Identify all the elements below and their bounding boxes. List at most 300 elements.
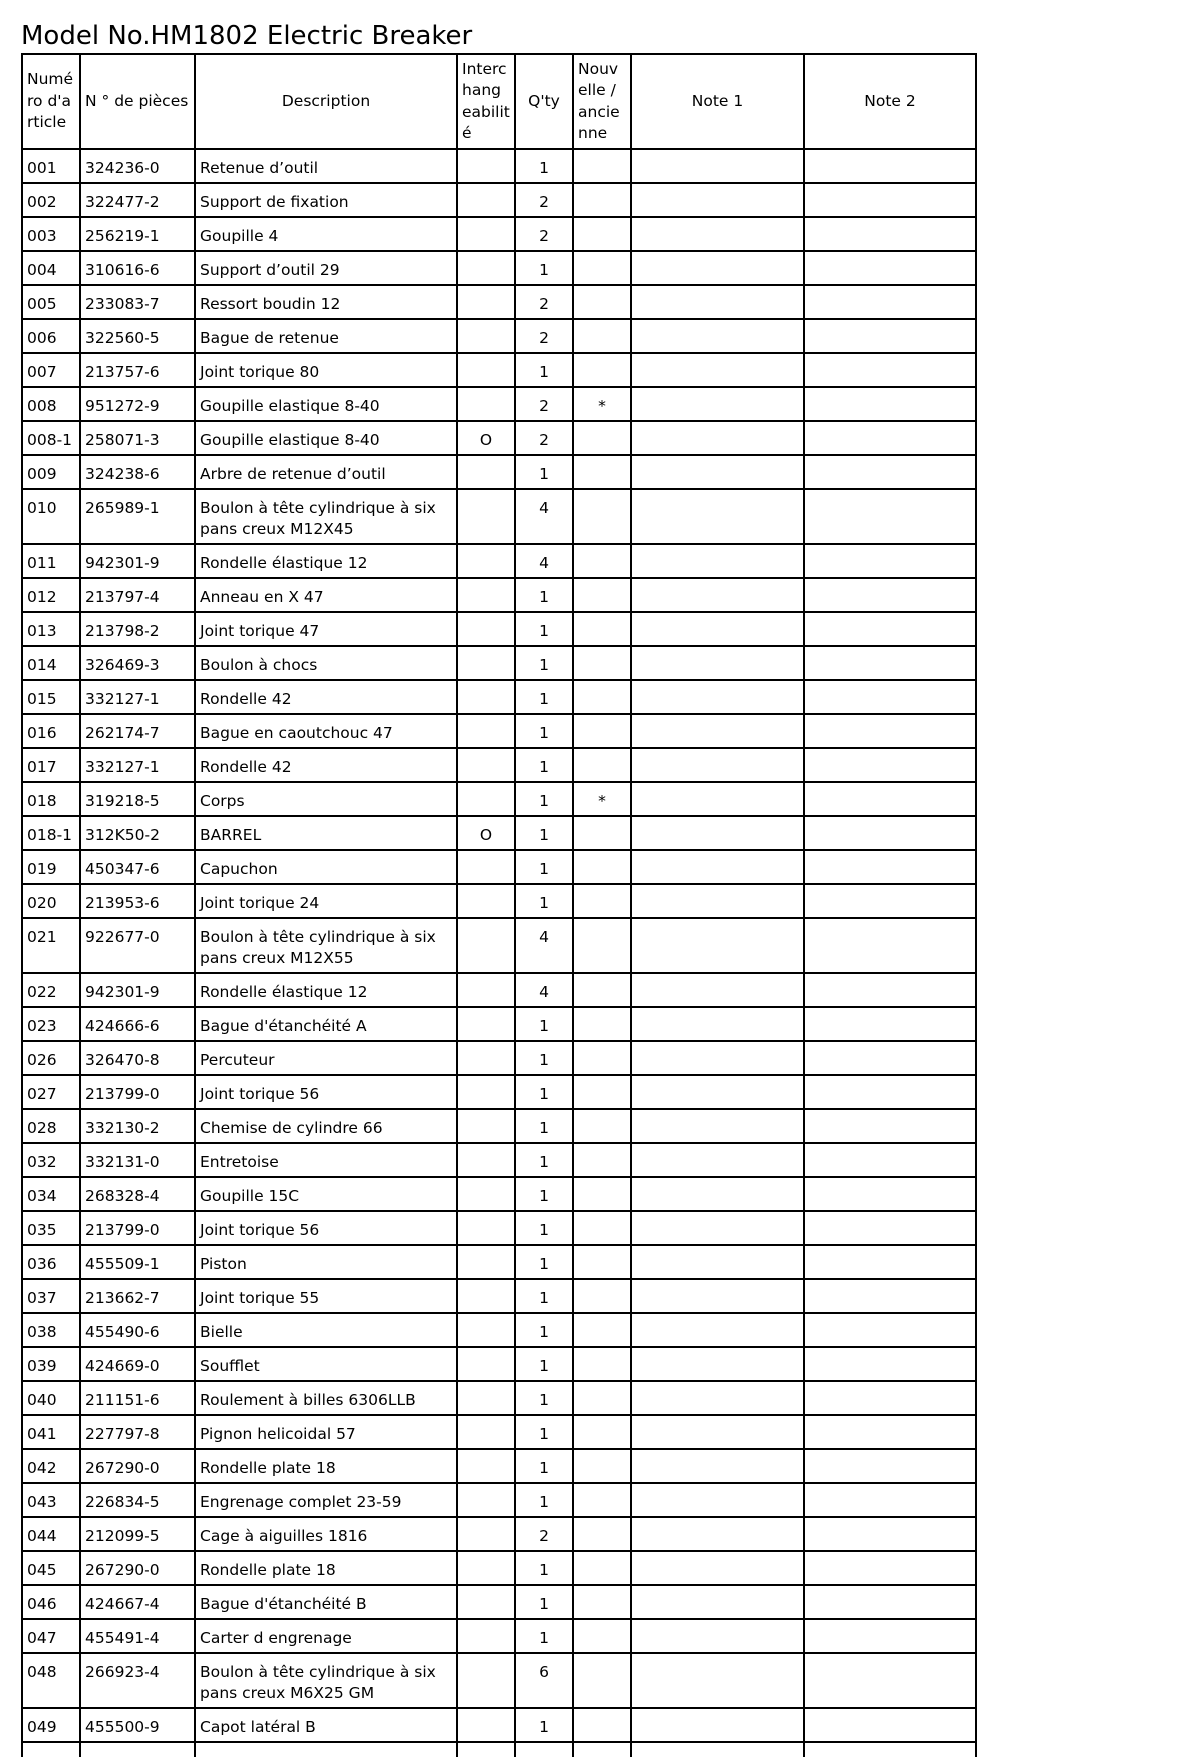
cell-note-1 (631, 1279, 804, 1313)
cell-part-number: 213799-0 (80, 1075, 195, 1109)
cell-item-number: 010 (22, 489, 80, 544)
cell-note-2 (804, 748, 976, 782)
cell-new-old (573, 973, 631, 1007)
cell-note-1 (631, 748, 804, 782)
cell-item-number: 020 (22, 884, 80, 918)
cell-description: Corps (195, 782, 457, 816)
cell-part-number: 332127-1 (80, 680, 195, 714)
cell-note-1 (631, 1483, 804, 1517)
cell-interchangeability (457, 1551, 515, 1585)
table-row (22, 1708, 976, 1742)
cell-item-number: 047 (22, 1619, 80, 1653)
cell-description: Cage à aiguilles 1816 (195, 1517, 457, 1551)
header-new-old: Nouv elle / ancie nne (573, 54, 631, 149)
header-note-2: Note 2 (804, 54, 976, 149)
cell-new-old (573, 748, 631, 782)
cell-item-number: 032 (22, 1143, 80, 1177)
cell-quantity: 1 (515, 714, 573, 748)
cell-note-1 (631, 1449, 804, 1483)
cell-note-1 (631, 973, 804, 1007)
cell-interchangeability (457, 1449, 515, 1483)
cell-note-1 (631, 489, 804, 544)
cell-note-1 (631, 884, 804, 918)
cell-part-number: 256219-1 (80, 217, 195, 251)
cell-item-number: 041 (22, 1415, 80, 1449)
cell-note-1 (631, 183, 804, 217)
cell-interchangeability (457, 1517, 515, 1551)
cell-quantity: 1 (515, 1211, 573, 1245)
cell-new-old (573, 1245, 631, 1279)
cell-item-number: 043 (22, 1483, 80, 1517)
empty-cell (22, 1742, 80, 1757)
cell-item-number: 006 (22, 319, 80, 353)
table-row (22, 578, 976, 612)
cell-part-number: 213757-6 (80, 353, 195, 387)
cell-part-number: 262174-7 (80, 714, 195, 748)
cell-note-1 (631, 1347, 804, 1381)
cell-new-old (573, 884, 631, 918)
cell-new-old (573, 1551, 631, 1585)
cell-interchangeability (457, 1313, 515, 1347)
cell-item-number: 012 (22, 578, 80, 612)
cell-item-number: 019 (22, 850, 80, 884)
cell-description: Boulon à tête cylindrique à six pans creux M6X25 GM (195, 1653, 457, 1708)
cell-item-number: 001 (22, 149, 80, 183)
cell-note-1 (631, 217, 804, 251)
cell-quantity: 1 (515, 1585, 573, 1619)
cell-item-number: 022 (22, 973, 80, 1007)
table-row (22, 748, 976, 782)
cell-note-1 (631, 1041, 804, 1075)
cell-note-2 (804, 1415, 976, 1449)
cell-new-old (573, 455, 631, 489)
cell-new-old (573, 1619, 631, 1653)
cell-interchangeability (457, 489, 515, 544)
cell-interchangeability (457, 714, 515, 748)
cell-interchangeability (457, 251, 515, 285)
table-row (22, 251, 976, 285)
header-item-number: Numé ro d'a rticle (22, 54, 80, 149)
cell-new-old (573, 1381, 631, 1415)
cell-note-2 (804, 578, 976, 612)
cell-new-old (573, 1041, 631, 1075)
table-row (22, 850, 976, 884)
cell-item-number: 016 (22, 714, 80, 748)
cell-description: Boulon à tête cylindrique à six pans creux M12X45 (195, 489, 457, 544)
cell-item-number: 028 (22, 1109, 80, 1143)
cell-quantity: 1 (515, 1007, 573, 1041)
cell-interchangeability (457, 748, 515, 782)
cell-new-old (573, 1279, 631, 1313)
table-row (22, 1347, 976, 1381)
cell-quantity: 1 (515, 884, 573, 918)
cell-quantity: 1 (515, 1041, 573, 1075)
cell-part-number: 922677-0 (80, 918, 195, 973)
table-row (22, 421, 976, 455)
cell-quantity: 1 (515, 782, 573, 816)
cell-quantity: 2 (515, 217, 573, 251)
cell-part-number: 213798-2 (80, 612, 195, 646)
cell-interchangeability (457, 1143, 515, 1177)
cell-note-1 (631, 1075, 804, 1109)
cell-note-2 (804, 217, 976, 251)
table-row (22, 612, 976, 646)
cell-new-old (573, 353, 631, 387)
table-row (22, 884, 976, 918)
cell-note-1 (631, 1245, 804, 1279)
header-note-1: Note 1 (631, 54, 804, 149)
cell-new-old: * (573, 782, 631, 816)
cell-new-old (573, 183, 631, 217)
cell-note-1 (631, 1585, 804, 1619)
cell-quantity: 4 (515, 489, 573, 544)
cell-new-old (573, 1483, 631, 1517)
cell-description: Capot latéral B (195, 1708, 457, 1742)
cell-part-number: 213797-4 (80, 578, 195, 612)
table-row (22, 714, 976, 748)
cell-new-old (573, 421, 631, 455)
cell-description: Joint torique 47 (195, 612, 457, 646)
cell-part-number: 310616-6 (80, 251, 195, 285)
cell-quantity: 4 (515, 918, 573, 973)
cell-part-number: 213662-7 (80, 1279, 195, 1313)
cell-interchangeability (457, 1619, 515, 1653)
cell-item-number: 036 (22, 1245, 80, 1279)
cell-note-1 (631, 1415, 804, 1449)
cell-new-old (573, 319, 631, 353)
table-row (22, 1245, 976, 1279)
cell-part-number: 424669-0 (80, 1347, 195, 1381)
table-row (22, 285, 976, 319)
table-row (22, 319, 976, 353)
cell-part-number: 455509-1 (80, 1245, 195, 1279)
cell-interchangeability (457, 680, 515, 714)
cell-quantity: 1 (515, 1381, 573, 1415)
cell-quantity: 2 (515, 1517, 573, 1551)
cell-interchangeability (457, 319, 515, 353)
cell-new-old (573, 1075, 631, 1109)
cell-description: Bague d'étanchéité A (195, 1007, 457, 1041)
cell-description: Rondelle élastique 12 (195, 973, 457, 1007)
cell-item-number: 017 (22, 748, 80, 782)
table-row (22, 149, 976, 183)
cell-description: Boulon à tête cylindrique à six pans creux M12X55 (195, 918, 457, 973)
cell-interchangeability (457, 217, 515, 251)
cell-note-2 (804, 714, 976, 748)
cell-description: Chemise de cylindre 66 (195, 1109, 457, 1143)
cell-note-1 (631, 387, 804, 421)
cell-new-old (573, 1449, 631, 1483)
cell-interchangeability: O (457, 421, 515, 455)
cell-interchangeability (457, 1007, 515, 1041)
cell-quantity: 1 (515, 1177, 573, 1211)
cell-note-2 (804, 1245, 976, 1279)
cell-description: Soufflet (195, 1347, 457, 1381)
cell-interchangeability (457, 455, 515, 489)
cell-quantity: 2 (515, 319, 573, 353)
cell-description: Entretoise (195, 1143, 457, 1177)
cell-part-number: 455500-9 (80, 1708, 195, 1742)
cell-quantity: 1 (515, 455, 573, 489)
cell-interchangeability (457, 1279, 515, 1313)
cell-note-1 (631, 680, 804, 714)
cell-part-number: 227797-8 (80, 1415, 195, 1449)
cell-new-old (573, 1177, 631, 1211)
cell-item-number: 021 (22, 918, 80, 973)
table-row (22, 1551, 976, 1585)
cell-part-number: 424666-6 (80, 1007, 195, 1041)
cell-new-old (573, 544, 631, 578)
cell-part-number: 212099-5 (80, 1517, 195, 1551)
cell-interchangeability (457, 782, 515, 816)
cell-note-1 (631, 455, 804, 489)
cell-part-number: 455490-6 (80, 1313, 195, 1347)
table-row-partial (22, 1742, 976, 1757)
cell-interchangeability (457, 1245, 515, 1279)
cell-item-number: 034 (22, 1177, 80, 1211)
cell-note-1 (631, 782, 804, 816)
cell-new-old (573, 285, 631, 319)
cell-quantity: 1 (515, 1143, 573, 1177)
cell-new-old (573, 251, 631, 285)
cell-description: BARREL (195, 816, 457, 850)
empty-cell (80, 1742, 195, 1757)
cell-quantity: 2 (515, 183, 573, 217)
cell-quantity: 2 (515, 421, 573, 455)
cell-quantity: 1 (515, 1708, 573, 1742)
cell-item-number: 044 (22, 1517, 80, 1551)
table-row (22, 1075, 976, 1109)
cell-note-2 (804, 149, 976, 183)
cell-interchangeability (457, 612, 515, 646)
table-row (22, 1007, 976, 1041)
table-row (22, 455, 976, 489)
cell-interchangeability (457, 1708, 515, 1742)
cell-note-2 (804, 1708, 976, 1742)
table-row (22, 217, 976, 251)
cell-note-1 (631, 149, 804, 183)
cell-interchangeability (457, 1075, 515, 1109)
cell-note-2 (804, 1517, 976, 1551)
cell-interchangeability (457, 884, 515, 918)
table-row (22, 1313, 976, 1347)
cell-interchangeability (457, 183, 515, 217)
cell-new-old (573, 578, 631, 612)
cell-interchangeability (457, 387, 515, 421)
cell-item-number: 038 (22, 1313, 80, 1347)
cell-interchangeability (457, 1585, 515, 1619)
cell-new-old (573, 1007, 631, 1041)
cell-note-2 (804, 421, 976, 455)
cell-new-old (573, 1517, 631, 1551)
cell-interchangeability (457, 1347, 515, 1381)
cell-description: Carter d engrenage (195, 1619, 457, 1653)
cell-item-number: 018 (22, 782, 80, 816)
cell-note-1 (631, 319, 804, 353)
cell-note-1 (631, 1143, 804, 1177)
cell-quantity: 1 (515, 1279, 573, 1313)
cell-note-1 (631, 1708, 804, 1742)
table-row (22, 183, 976, 217)
cell-note-2 (804, 612, 976, 646)
table-header-row (22, 54, 976, 149)
cell-note-1 (631, 816, 804, 850)
cell-note-2 (804, 918, 976, 973)
cell-quantity: 4 (515, 544, 573, 578)
cell-note-2 (804, 1075, 976, 1109)
cell-part-number: 213799-0 (80, 1211, 195, 1245)
cell-note-1 (631, 1653, 804, 1708)
cell-note-1 (631, 646, 804, 680)
cell-part-number: 233083-7 (80, 285, 195, 319)
table-row (22, 353, 976, 387)
cell-item-number: 018-1 (22, 816, 80, 850)
cell-description: Rondelle plate 18 (195, 1551, 457, 1585)
cell-note-1 (631, 612, 804, 646)
cell-quantity: 1 (515, 748, 573, 782)
cell-part-number: 942301-9 (80, 973, 195, 1007)
cell-quantity: 4 (515, 973, 573, 1007)
header-interchangeability: Interc hang eabilit é (457, 54, 515, 149)
cell-interchangeability (457, 1109, 515, 1143)
cell-description: Joint torique 56 (195, 1075, 457, 1109)
cell-new-old (573, 1211, 631, 1245)
cell-interchangeability: O (457, 816, 515, 850)
cell-part-number: 326470-8 (80, 1041, 195, 1075)
cell-item-number: 008 (22, 387, 80, 421)
cell-description: Engrenage complet 23-59 (195, 1483, 457, 1517)
cell-quantity: 1 (515, 1313, 573, 1347)
cell-note-1 (631, 251, 804, 285)
cell-new-old (573, 149, 631, 183)
cell-part-number: 326469-3 (80, 646, 195, 680)
cell-new-old (573, 612, 631, 646)
cell-item-number: 014 (22, 646, 80, 680)
cell-item-number: 011 (22, 544, 80, 578)
cell-description: Ressort boudin 12 (195, 285, 457, 319)
cell-part-number: 951272-9 (80, 387, 195, 421)
cell-new-old (573, 816, 631, 850)
cell-item-number: 023 (22, 1007, 80, 1041)
cell-interchangeability (457, 1653, 515, 1708)
cell-interchangeability (457, 918, 515, 973)
cell-description: Retenue d’outil (195, 149, 457, 183)
cell-description: Goupille 15C (195, 1177, 457, 1211)
cell-description: Joint torique 24 (195, 884, 457, 918)
cell-quantity: 1 (515, 1619, 573, 1653)
cell-quantity: 6 (515, 1653, 573, 1708)
cell-item-number: 008-1 (22, 421, 80, 455)
table-row (22, 1449, 976, 1483)
cell-note-2 (804, 1143, 976, 1177)
cell-quantity: 1 (515, 1551, 573, 1585)
cell-part-number: 268328-4 (80, 1177, 195, 1211)
cell-part-number: 226834-5 (80, 1483, 195, 1517)
cell-note-2 (804, 251, 976, 285)
cell-item-number: 045 (22, 1551, 80, 1585)
cell-new-old (573, 1347, 631, 1381)
cell-new-old (573, 850, 631, 884)
table-row (22, 973, 976, 1007)
cell-description: Anneau en X 47 (195, 578, 457, 612)
cell-quantity: 1 (515, 646, 573, 680)
cell-new-old (573, 680, 631, 714)
table-row (22, 1653, 976, 1708)
cell-part-number: 322560-5 (80, 319, 195, 353)
cell-note-2 (804, 1279, 976, 1313)
cell-description: Pignon helicoidal 57 (195, 1415, 457, 1449)
table-row (22, 1041, 976, 1075)
cell-interchangeability (457, 646, 515, 680)
cell-note-1 (631, 285, 804, 319)
cell-description: Roulement à billes 6306LLB (195, 1381, 457, 1415)
cell-new-old (573, 1143, 631, 1177)
table-row (22, 816, 976, 850)
table-row (22, 1585, 976, 1619)
cell-new-old (573, 217, 631, 251)
cell-note-2 (804, 1177, 976, 1211)
cell-description: Rondelle élastique 12 (195, 544, 457, 578)
cell-interchangeability (457, 1483, 515, 1517)
cell-note-1 (631, 1313, 804, 1347)
cell-note-1 (631, 1211, 804, 1245)
cell-interchangeability (457, 285, 515, 319)
cell-item-number: 003 (22, 217, 80, 251)
cell-part-number: 332131-0 (80, 1143, 195, 1177)
cell-note-2 (804, 544, 976, 578)
cell-note-2 (804, 387, 976, 421)
cell-note-2 (804, 1211, 976, 1245)
cell-note-1 (631, 1007, 804, 1041)
cell-item-number: 037 (22, 1279, 80, 1313)
cell-description: Rondelle 42 (195, 748, 457, 782)
cell-part-number: 332127-1 (80, 748, 195, 782)
cell-quantity: 1 (515, 149, 573, 183)
cell-quantity: 1 (515, 1109, 573, 1143)
table-row (22, 387, 976, 421)
cell-note-1 (631, 1381, 804, 1415)
cell-quantity: 1 (515, 1449, 573, 1483)
cell-new-old (573, 1415, 631, 1449)
cell-note-2 (804, 1381, 976, 1415)
cell-quantity: 1 (515, 1347, 573, 1381)
cell-interchangeability (457, 1177, 515, 1211)
cell-quantity: 1 (515, 1483, 573, 1517)
cell-description: Joint torique 55 (195, 1279, 457, 1313)
cell-note-1 (631, 714, 804, 748)
cell-item-number: 039 (22, 1347, 80, 1381)
cell-interchangeability (457, 1415, 515, 1449)
cell-part-number: 265989-1 (80, 489, 195, 544)
cell-note-2 (804, 183, 976, 217)
cell-item-number: 004 (22, 251, 80, 285)
cell-part-number: 211151-6 (80, 1381, 195, 1415)
cell-interchangeability (457, 544, 515, 578)
cell-note-2 (804, 319, 976, 353)
cell-new-old (573, 1313, 631, 1347)
cell-item-number: 009 (22, 455, 80, 489)
cell-note-2 (804, 1551, 976, 1585)
cell-new-old (573, 918, 631, 973)
cell-part-number: 312K50-2 (80, 816, 195, 850)
cell-interchangeability (457, 973, 515, 1007)
cell-note-2 (804, 1347, 976, 1381)
cell-note-1 (631, 1517, 804, 1551)
cell-new-old (573, 646, 631, 680)
cell-part-number: 332130-2 (80, 1109, 195, 1143)
cell-interchangeability (457, 1041, 515, 1075)
cell-part-number: 450347-6 (80, 850, 195, 884)
